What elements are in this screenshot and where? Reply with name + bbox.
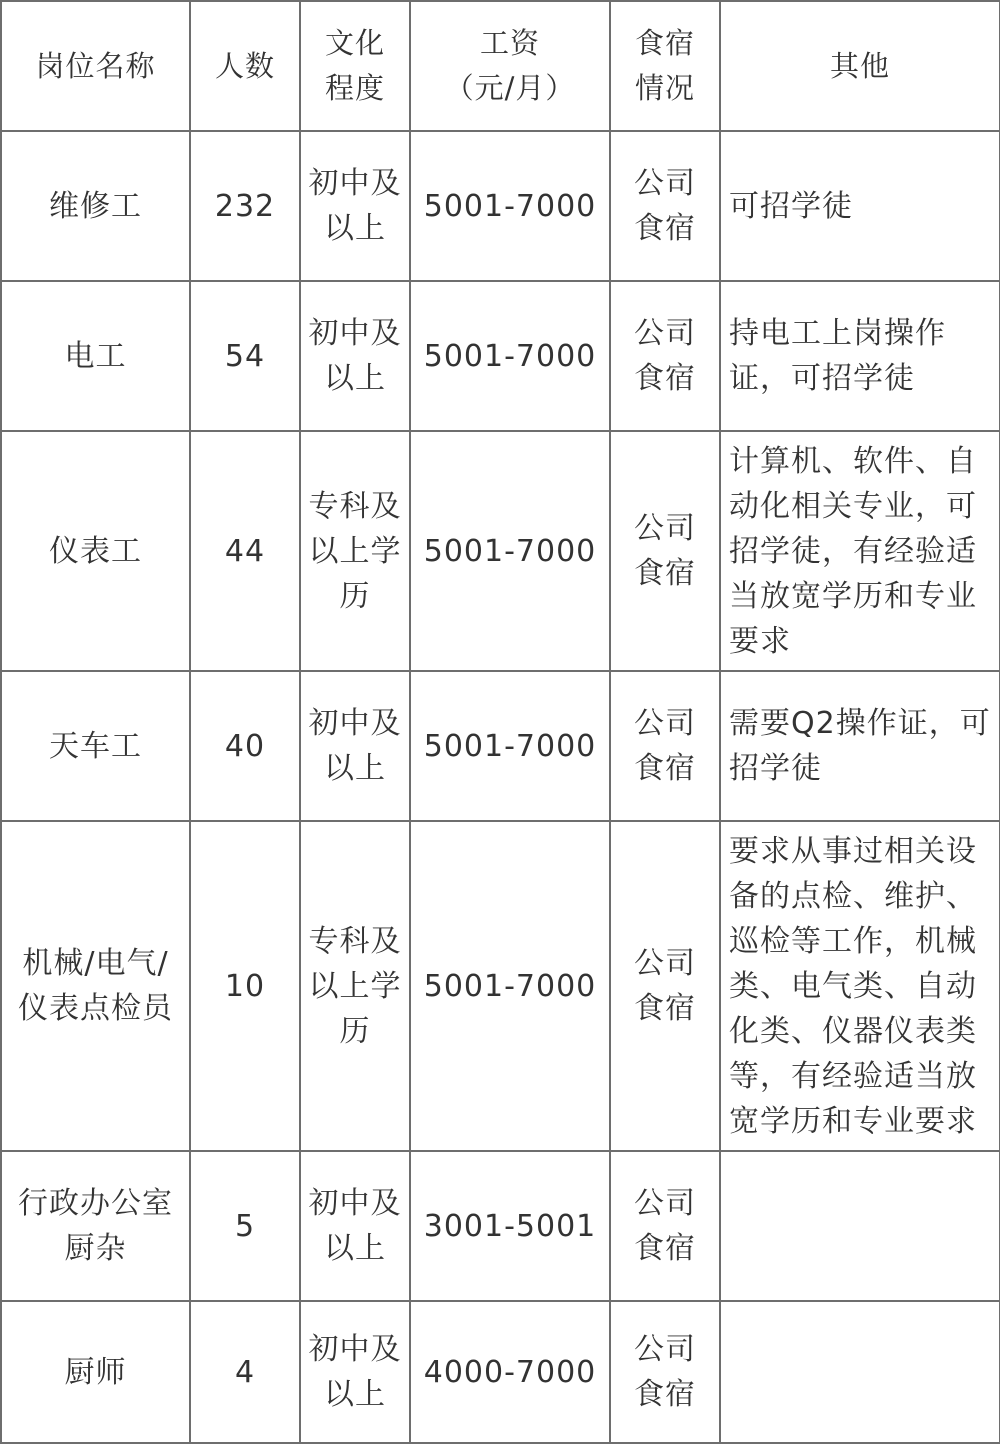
cell-salary: 5001-7000 <box>410 671 610 821</box>
table-row <box>1 281 1000 431</box>
cell-count: 4 <box>190 1301 300 1443</box>
cell-education: 初中及 以上 <box>300 1151 410 1301</box>
cell-salary: 4000-7000 <box>410 1301 610 1443</box>
cell-education: 专科及 以上学 历 <box>300 431 410 671</box>
cell-lodging: 公司 食宿 <box>610 671 720 821</box>
cell-position: 机械/电气/ 仪表点检员 <box>1 821 190 1151</box>
cell-salary: 5001-7000 <box>410 821 610 1151</box>
cell-other <box>720 1301 1000 1443</box>
cell-position: 厨师 <box>1 1301 190 1443</box>
cell-other <box>720 1151 1000 1301</box>
table-row <box>1 1151 1000 1301</box>
cell-count: 10 <box>190 821 300 1151</box>
cell-position: 维修工 <box>1 131 190 281</box>
table-header-row <box>1 1 1000 131</box>
cell-education: 初中及 以上 <box>300 281 410 431</box>
header-lodging: 食宿 情况 <box>610 1 720 131</box>
cell-salary: 3001-5001 <box>410 1151 610 1301</box>
cell-education: 初中及 以上 <box>300 671 410 821</box>
cell-other: 持电工上岗操作 证，可招学徒 <box>720 281 1000 431</box>
cell-lodging: 公司 食宿 <box>610 281 720 431</box>
cell-salary: 5001-7000 <box>410 131 610 281</box>
cell-lodging: 公司 食宿 <box>610 431 720 671</box>
cell-count: 54 <box>190 281 300 431</box>
cell-lodging: 公司 食宿 <box>610 131 720 281</box>
cell-position: 天车工 <box>1 671 190 821</box>
header-position: 岗位名称 <box>1 1 190 131</box>
header-education: 文化 程度 <box>300 1 410 131</box>
cell-count: 40 <box>190 671 300 821</box>
cell-salary: 5001-7000 <box>410 281 610 431</box>
cell-salary: 5001-7000 <box>410 431 610 671</box>
header-other: 其他 <box>720 1 1000 131</box>
cell-other: 需要Q2操作证，可 招学徒 <box>720 671 1000 821</box>
cell-lodging: 公司 食宿 <box>610 821 720 1151</box>
table-row <box>1 1301 1000 1443</box>
header-count: 人数 <box>190 1 300 131</box>
cell-other: 要求从事过相关设 备的点检、维护、 巡检等工作，机械 类、电气类、自动 化类、仪器仪表类 等，有经验适当放 宽学历和专业要求 <box>720 821 1000 1151</box>
cell-count: 232 <box>190 131 300 281</box>
table-row <box>1 821 1000 1151</box>
cell-count: 5 <box>190 1151 300 1301</box>
cell-education: 初中及 以上 <box>300 131 410 281</box>
cell-lodging: 公司 食宿 <box>610 1151 720 1301</box>
table-row <box>1 131 1000 281</box>
cell-other: 可招学徒 <box>720 131 1000 281</box>
cell-position: 行政办公室 厨杂 <box>1 1151 190 1301</box>
cell-position: 仪表工 <box>1 431 190 671</box>
cell-count: 44 <box>190 431 300 671</box>
table-row <box>1 431 1000 671</box>
cell-position: 电工 <box>1 281 190 431</box>
cell-education: 专科及 以上学 历 <box>300 821 410 1151</box>
header-salary: 工资 （元/月） <box>410 1 610 131</box>
table-row <box>1 671 1000 821</box>
cell-lodging: 公司 食宿 <box>610 1301 720 1443</box>
cell-education: 初中及 以上 <box>300 1301 410 1443</box>
cell-other: 计算机、软件、自 动化相关专业，可 招学徒，有经验适 当放宽学历和专业 要求 <box>720 431 1000 671</box>
